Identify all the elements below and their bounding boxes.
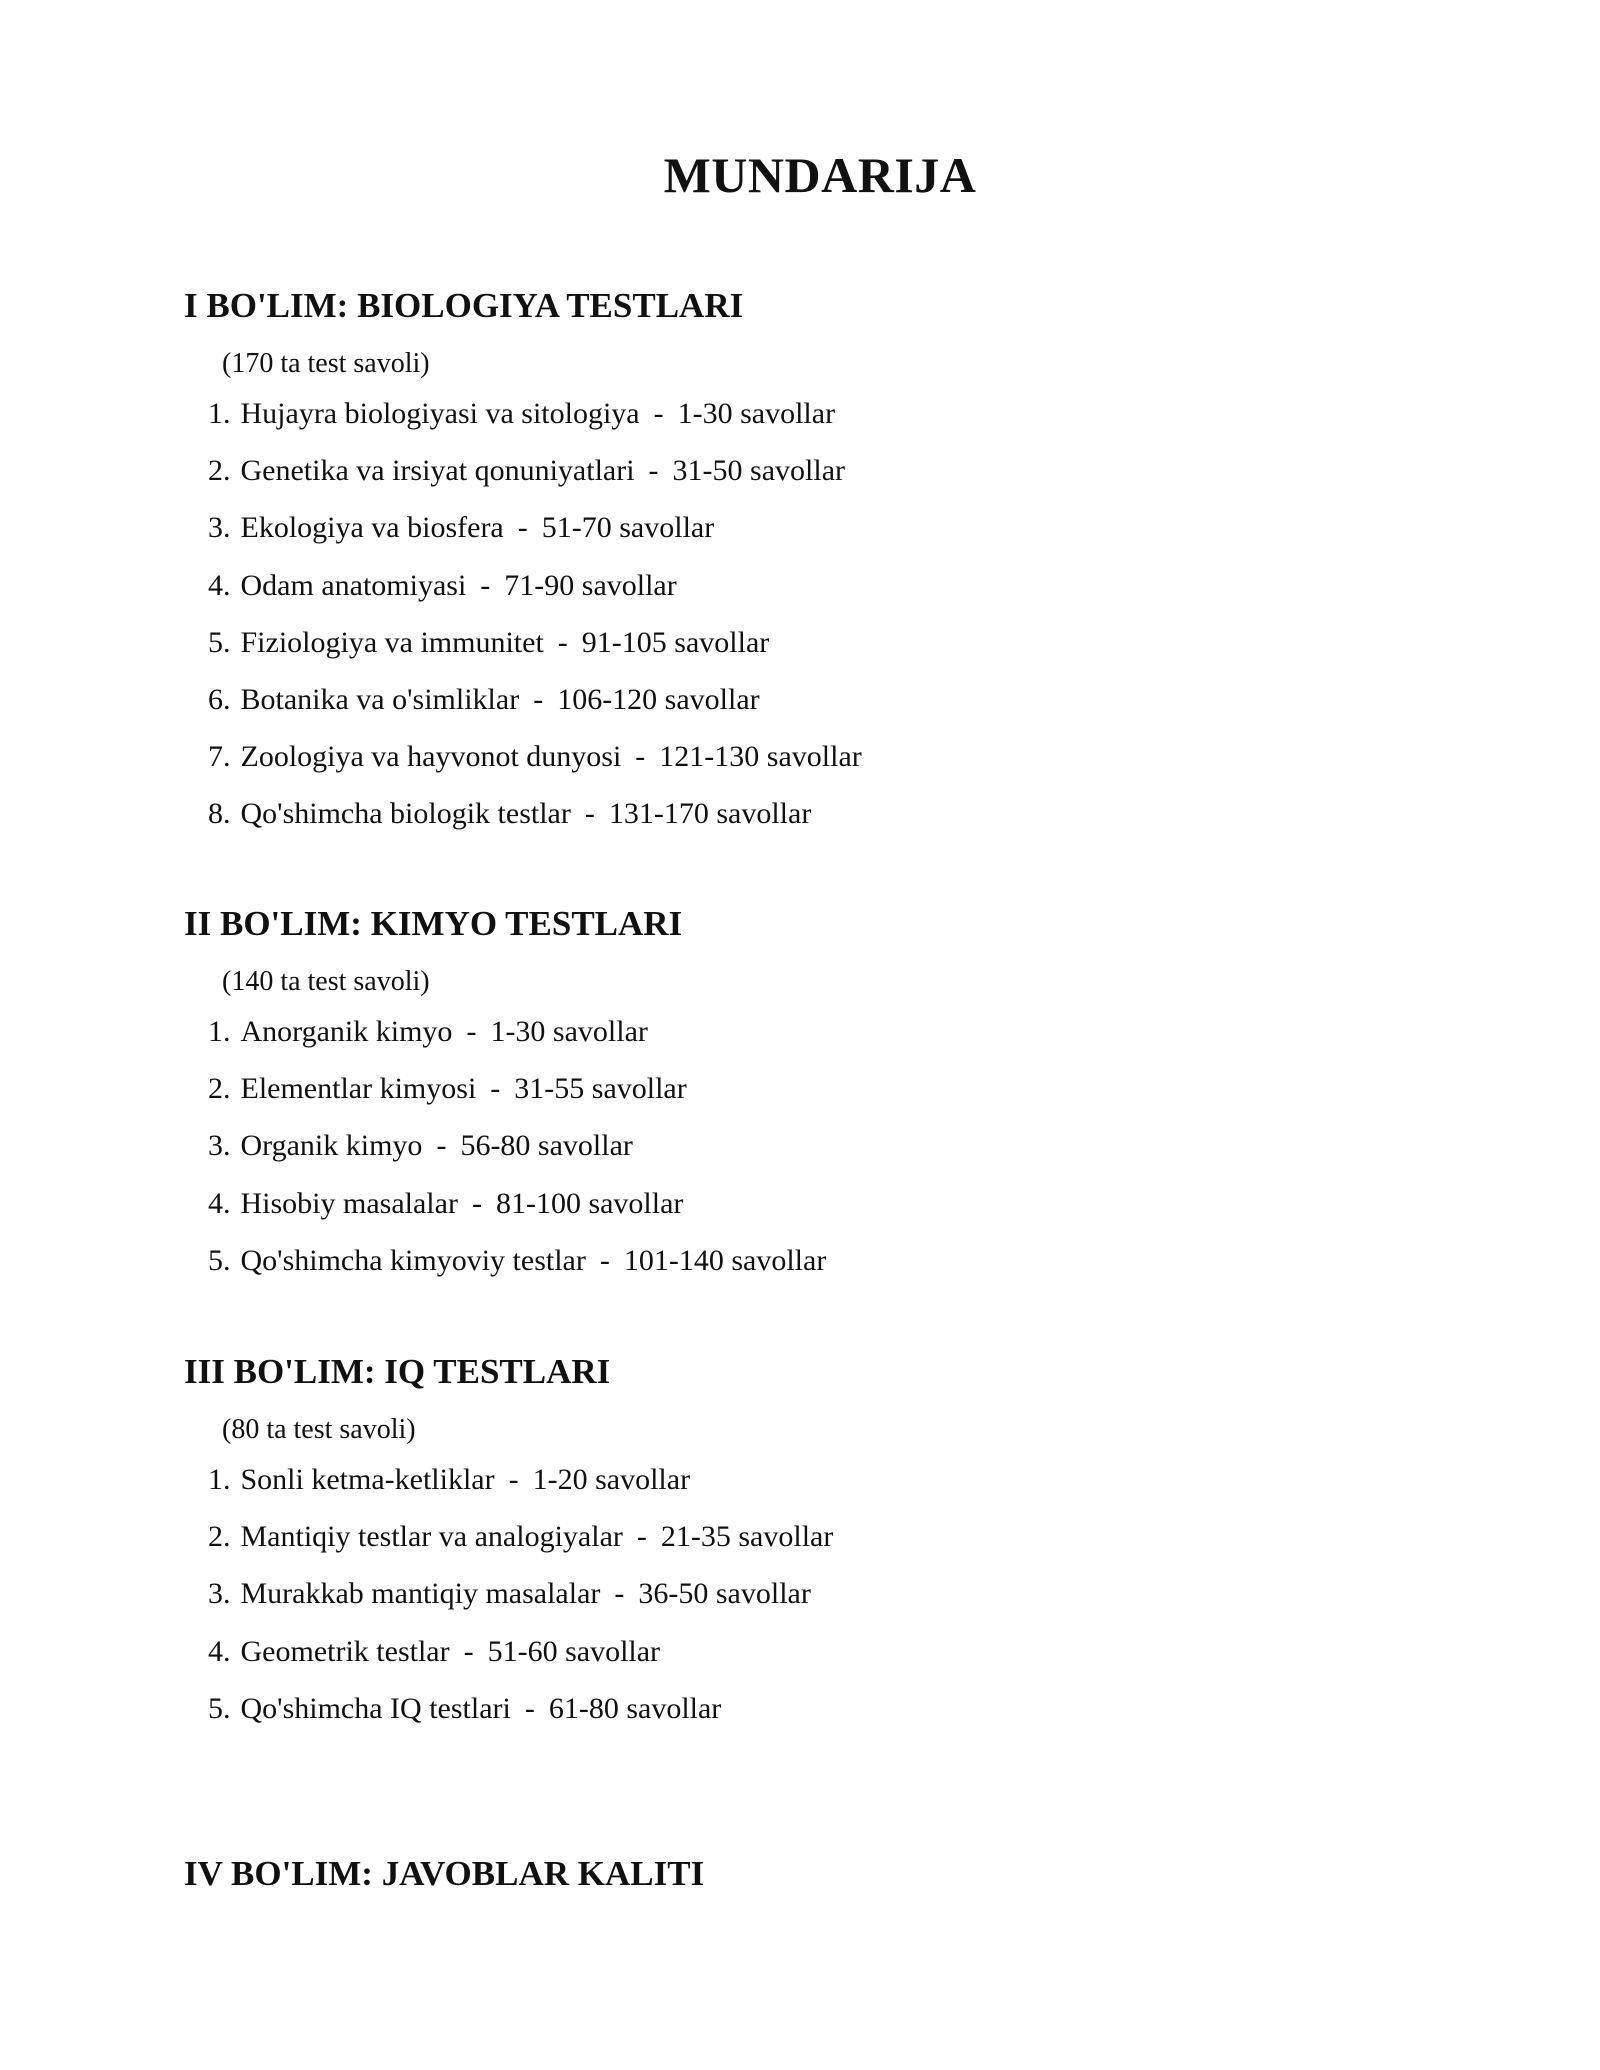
section-question-count: (170 ta test savoli) (222, 348, 430, 379)
list-item: 3. Murakkab mantiqiy masalalar - 36-50 savollar (208, 1577, 811, 1611)
topic-list (184, 1002, 1484, 1288)
list-item: 5. Qo'shimcha kimyoviy testlar - 101-140 savollar (208, 1243, 827, 1277)
section-biologiya (184, 288, 1484, 842)
list-item: 7. Zoologiya va hayvonot dunyosi - 121-130 savollar (208, 740, 862, 774)
section-heading: IV BO'LIM: JAVOBLAR KALITI (184, 1854, 705, 1893)
list-item: 1. Sonli ketma-ketliklar - 1-20 savollar (208, 1463, 691, 1496)
list-item: 5. Fiziologiya va immunitet - 91-105 savollar (208, 625, 770, 659)
list-item: 1. Hujayra biologiyasi va sitologiya - 1-30 savollar (208, 397, 836, 430)
page-title: MUNDARIJA (663, 147, 977, 203)
topic-list (184, 1450, 1484, 1736)
list-item: 1. Anorganik kimyo - 1-30 savollar (208, 1015, 648, 1048)
list-item: 2. Mantiqiy testlar va analogiyalar - 21-35 savollar (208, 1520, 834, 1554)
list-item: 3. Organik kimyo - 56-80 savollar (208, 1129, 633, 1163)
topic-list (184, 384, 1484, 842)
section-iq (184, 1354, 1484, 1736)
section-heading: I BO'LIM: BIOLOGIYA TESTLARI (184, 286, 744, 325)
section-question-count: (80 ta test savoli) (222, 1414, 416, 1445)
section-heading: III BO'LIM: IQ TESTLARI (184, 1352, 611, 1391)
section-kimyo (184, 906, 1484, 1288)
list-item: 8. Qo'shimcha biologik testlar - 131-170 savollar (208, 797, 812, 831)
list-item: 4. Hisobiy masalalar - 81-100 savollar (208, 1186, 684, 1220)
section-heading: II BO'LIM: KIMYO TESTLARI (184, 904, 683, 943)
list-item: 2. Elementlar kimyosi - 31-55 savollar (208, 1072, 687, 1106)
section-question-count: (140 ta test savoli) (222, 966, 430, 997)
list-item: 6. Botanika va o'simliklar - 106-120 savollar (208, 682, 760, 716)
list-item: 4. Odam anatomiyasi - 71-90 savollar (208, 568, 677, 602)
list-item: 5. Qo'shimcha IQ testlari - 61-80 savollar (208, 1691, 722, 1725)
list-item: 4. Geometrik testlar - 51-60 savollar (208, 1634, 661, 1668)
list-item: 2. Genetika va irsiyat qonuniyatlari - 31-50 savollar (208, 454, 846, 488)
section-javoblar (184, 1856, 1484, 1896)
list-item: 3. Ekologiya va biosfera - 51-70 savollar (208, 511, 715, 545)
